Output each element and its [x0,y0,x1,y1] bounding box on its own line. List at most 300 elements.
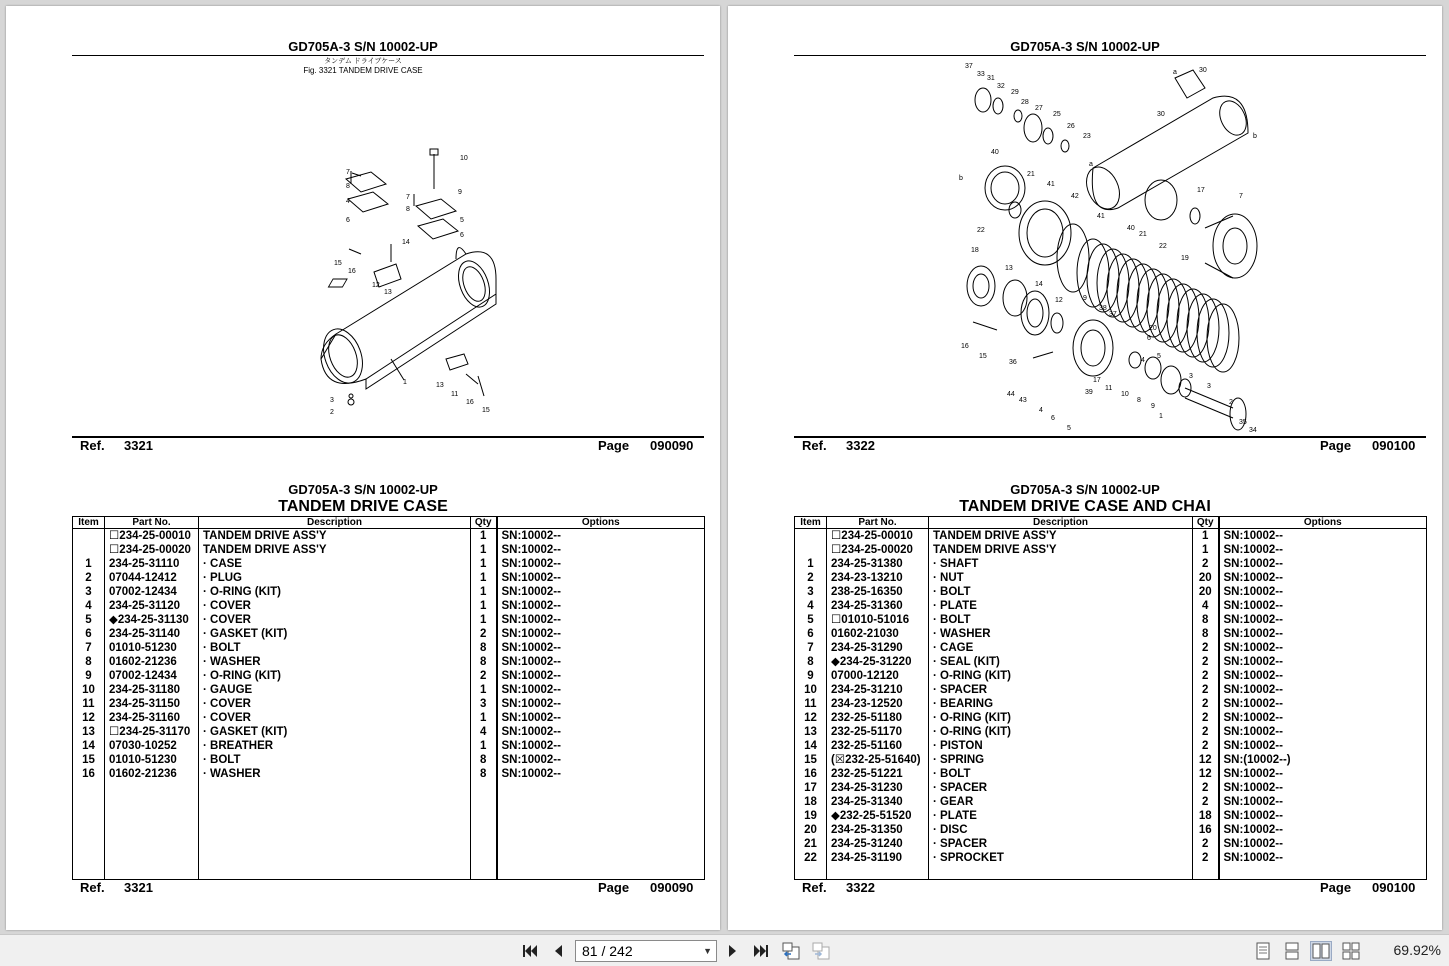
callout-15b: 15 [482,407,490,414]
cell-description: · BOLT [199,641,471,655]
table-filler-row [73,781,705,880]
table-row [73,613,705,627]
cell-item: 9 [795,669,827,683]
cell-options: SN:10002-- [1219,599,1427,613]
table-row [795,851,1427,865]
cell-options: SN:10002-- [1219,655,1427,669]
cell-part-no: 07044-12412 [105,571,199,585]
callout-3a: 3 [1189,373,1193,380]
callout-37b: 37 [1109,311,1117,318]
ref-row-top [80,438,700,454]
table-row [795,627,1427,641]
cell-qty: 1 [471,571,497,585]
cell-qty: 1 [471,683,497,697]
callout-19: 19 [1181,255,1189,262]
parts-list-model: GD705A-3 S/N 10002-UP [288,482,438,497]
page-number: 090100 [1372,880,1416,895]
cell-description: · BOLT [929,585,1193,599]
table-row [795,669,1427,683]
cell-description: · COVER [199,697,471,711]
cell-qty: 4 [1193,599,1219,613]
cell-part-no: (☒232-25-51640) [827,753,929,767]
table-row [795,599,1427,613]
filler-cell [471,781,497,880]
next-page-icon[interactable] [722,941,744,961]
callout-9b: 9 [1151,403,1155,410]
cell-item: 2 [795,571,827,585]
cell-qty: 2 [471,669,497,683]
page-model-title: GD705A-3 S/N 10002-UP [1010,39,1160,54]
cell-part-no: 01602-21236 [105,655,199,669]
cell-part-no: ☐234-25-00010 [827,529,929,544]
cell-options: SN:10002-- [497,627,705,641]
cell-description: · BEARING [929,697,1193,711]
filler-cell [105,781,199,880]
forward-view-icon[interactable] [810,941,832,961]
callout-1: 1 [1159,413,1163,420]
table-row [795,543,1427,557]
callout-29: 29 [1011,89,1019,96]
cell-description: · SPRING [929,753,1193,767]
table-row [73,627,705,641]
cell-description: · GAUGE [199,683,471,697]
callout-a1: a [1089,161,1093,168]
cell-part-no: ◆234-25-31220 [827,655,929,669]
callout-43: 43 [1019,397,1027,404]
callout-14: 14 [402,239,410,246]
cell-options: SN:10002-- [497,697,705,711]
cell-description: · COVER [199,613,471,627]
callout-5b: 5 [1067,425,1071,432]
cell-description: TANDEM DRIVE ASS'Y [199,543,471,557]
cell-options: SN:10002-- [1219,781,1427,795]
tandem-drive-case-diagram [306,144,506,424]
cell-qty: 16 [1193,823,1219,837]
cell-part-no: 234-25-31110 [105,557,199,571]
ref-row-top [802,438,1422,454]
callout-b1: b [1253,133,1257,140]
filler-cell [795,865,827,880]
cell-item: 9 [73,669,105,683]
cell-item: 10 [795,683,827,697]
cell-qty: 4 [471,725,497,739]
callout-6: 6 [346,217,350,224]
filler-cell [1193,865,1219,880]
cell-item: 4 [795,599,827,613]
cell-qty: 2 [471,627,497,641]
callout-10: 10 [1121,391,1129,398]
callout-40b: 40 [1127,225,1135,232]
ref-number: 3321 [124,880,153,895]
page-model-title: GD705A-3 S/N 10002-UP [288,39,438,54]
callout-b2: b [959,175,963,182]
cell-qty: 1 [471,613,497,627]
cell-options: SN:10002-- [497,571,705,585]
chevron-down-icon[interactable]: ▼ [703,946,712,956]
cell-part-no: 234-23-12520 [827,697,929,711]
cell-item: 4 [73,599,105,613]
callout-9: 9 [458,189,462,196]
parts-list-model: GD705A-3 S/N 10002-UP [1010,482,1160,497]
cell-options: SN:10002-- [497,557,705,571]
callout-16: 16 [348,268,356,275]
cell-qty: 12 [1193,767,1219,781]
cell-options: SN:10002-- [497,725,705,739]
callout-26: 26 [1067,123,1075,130]
callout-16b: 16 [466,399,474,406]
table-row [73,585,705,599]
cell-options: SN:10002-- [497,669,705,683]
cell-options: SN:10002-- [1219,739,1427,753]
cell-qty: 2 [1193,683,1219,697]
cell-item: 5 [73,613,105,627]
callout-8: 8 [1137,397,1141,404]
table-row [795,823,1427,837]
cell-options: SN:10002-- [497,641,705,655]
table-row [795,809,1427,823]
cell-item [73,543,105,557]
cell-options: SN:10002-- [1219,585,1427,599]
callout-2: 2 [330,409,334,416]
zoom-level[interactable]: 69.92% [1393,942,1441,958]
header-part-no: Part No. [827,517,929,529]
cell-item: 8 [795,655,827,669]
cell-description: · BREATHER [199,739,471,753]
callout-21a: 21 [1027,171,1035,178]
cell-qty: 20 [1193,585,1219,599]
cell-part-no: ☐01010-51016 [827,613,929,627]
cell-item: 6 [73,627,105,641]
cell-description: · SPACER [929,683,1193,697]
cell-item: 16 [73,767,105,781]
filler-cell [1219,865,1427,880]
callout-7b: 7 [406,194,410,201]
table-row [795,683,1427,697]
callout-a2: a [1173,69,1177,76]
two-page-continuous-icon[interactable] [1340,941,1362,961]
callout-8: 8 [346,183,350,190]
cell-part-no: 232-25-51180 [827,711,929,725]
callout-27: 27 [1035,105,1043,112]
cell-description: · GASKET (KIT) [199,725,471,739]
callout-40a: 40 [991,149,999,156]
cell-item: 14 [73,739,105,753]
callout-6b: 6 [460,232,464,239]
cell-description: · BOLT [929,613,1193,627]
table-row [795,725,1427,739]
callout-33: 33 [977,71,985,78]
cell-qty: 2 [1193,795,1219,809]
cell-part-no: 01602-21030 [827,627,929,641]
callout-41a: 41 [1047,181,1055,188]
cell-item: 1 [795,557,827,571]
callout-15: 15 [979,353,987,360]
callout-10: 10 [460,155,468,162]
table-row [73,683,705,697]
cell-part-no: 234-25-31290 [827,641,929,655]
cell-description: · SPACER [929,837,1193,851]
cell-qty: 2 [1193,739,1219,753]
figure-caption [6,56,720,75]
table-row [795,753,1427,767]
callout-18: 18 [971,247,979,254]
callout-39: 39 [1085,389,1093,396]
cell-options: SN:10002-- [1219,767,1427,781]
cell-part-no: ◆234-25-31130 [105,613,199,627]
cell-part-no: 234-25-31150 [105,697,199,711]
cell-item: 3 [73,585,105,599]
table-row [795,655,1427,669]
cell-item: 13 [795,725,827,739]
cell-qty: 2 [1193,557,1219,571]
cell-description: · SHAFT [929,557,1193,571]
cell-qty: 18 [1193,809,1219,823]
cell-description: · BOLT [199,753,471,767]
table-row [73,557,705,571]
cell-item: 19 [795,809,827,823]
cell-description: · O-RING (KIT) [199,585,471,599]
callout-8b: 8 [406,206,410,213]
table-row [795,781,1427,795]
callout-1: 1 [403,379,407,386]
header-item: Item [795,517,827,529]
table-row [73,767,705,781]
prev-page-icon[interactable] [547,941,569,961]
cell-qty: 1 [471,599,497,613]
callout-31: 31 [987,75,995,82]
cell-item: 10 [73,683,105,697]
cell-item: 13 [73,725,105,739]
callout-6a: 6 [1147,335,1151,342]
cell-description: · PLATE [929,599,1193,613]
callout-9a: 9 [1083,295,1087,302]
callout-38: 38 [1099,305,1107,312]
cell-description: · CASE [199,557,471,571]
parts-list-name: TANDEM DRIVE CASE AND CHAI [959,498,1211,515]
table-row [795,585,1427,599]
callout-3b: 3 [1207,383,1211,390]
header-part-no: Part No. [105,517,199,529]
cell-item: 7 [795,641,827,655]
cell-part-no: 01010-51230 [105,641,199,655]
cell-description: · SEAL (KIT) [929,655,1193,669]
table-row [73,655,705,669]
cell-qty: 1 [471,543,497,557]
callout-35: 35 [1239,419,1247,426]
cell-part-no: 234-25-31340 [827,795,929,809]
callout-20: 20 [1149,325,1157,332]
cell-part-no: 01010-51230 [105,753,199,767]
cell-part-no: 238-25-16350 [827,585,929,599]
cell-part-no: 232-25-51221 [827,767,929,781]
cell-qty: 1 [471,529,497,544]
page-right [728,6,1442,930]
cell-options: SN:10002-- [1219,711,1427,725]
continuous-icon[interactable] [1281,941,1303,961]
table-row [795,697,1427,711]
filler-cell [929,865,1193,880]
cell-item: 11 [795,697,827,711]
header-options: Options [497,517,705,529]
cell-qty: 3 [471,697,497,711]
cell-options: SN:10002-- [1219,823,1427,837]
table-row [73,711,705,725]
table-row [795,711,1427,725]
cell-options: SN:10002-- [497,711,705,725]
cell-options: SN:(10002--) [1219,753,1427,767]
callout-30b: 30 [1157,111,1165,118]
header-qty: Qty [471,517,497,529]
cell-description: TANDEM DRIVE ASS'Y [199,529,471,544]
cell-options: SN:10002-- [1219,697,1427,711]
page-label: Page [1320,438,1352,453]
cell-item: 16 [795,767,827,781]
back-view-icon[interactable] [780,941,802,961]
cell-description: · WASHER [199,767,471,781]
callout-4: 4 [346,198,350,205]
callout-42: 42 [1071,193,1079,200]
callout-7: 7 [346,169,350,176]
cell-item [795,543,827,557]
cell-part-no: 234-25-31230 [827,781,929,795]
cell-part-no: ☐234-25-00020 [827,543,929,557]
two-page-icon[interactable] [1310,941,1332,961]
cell-item [795,529,827,544]
ref-label: Ref. [802,438,827,453]
table-row [73,641,705,655]
callout-25: 25 [1053,111,1061,118]
table-filler-row [795,865,1427,880]
table-header-row [73,517,705,529]
callout-14: 14 [1035,281,1043,288]
callout-21b: 21 [1139,231,1147,238]
page-label: Page [598,438,630,453]
cell-options: SN:10002-- [1219,571,1427,585]
callout-23: 23 [1083,133,1091,140]
cell-part-no: 234-25-31240 [827,837,929,851]
cell-item: 12 [73,711,105,725]
table-row [795,641,1427,655]
cell-description: · NUT [929,571,1193,585]
cell-description: · PLUG [199,571,471,585]
cell-options: SN:10002-- [1219,837,1427,851]
cell-description: · O-RING (KIT) [199,669,471,683]
cell-qty: 2 [1193,655,1219,669]
cell-description: · BOLT [929,767,1193,781]
cell-part-no: 232-25-51160 [827,739,929,753]
cell-part-no: 234-23-13210 [827,571,929,585]
cell-item: 14 [795,739,827,753]
callout-44: 44 [1007,391,1015,398]
cell-qty: 8 [471,753,497,767]
cell-item: 15 [73,753,105,767]
cell-description: · COVER [199,711,471,725]
page-indicator: 81 / 242 [582,943,633,959]
cell-item: 1 [73,557,105,571]
cell-qty: 2 [1193,641,1219,655]
table-row [795,571,1427,585]
callout-32: 32 [997,83,1005,90]
first-page-icon[interactable] [519,941,541,961]
cell-part-no: ☐234-25-00010 [105,529,199,544]
cell-part-no: 232-25-51170 [827,725,929,739]
callout-11: 11 [451,391,459,398]
page-number: 090090 [650,438,694,453]
figure-caption-en: Fig. 3321 TANDEM DRIVE CASE [303,66,423,75]
table-row [795,557,1427,571]
cell-qty: 1 [471,585,497,599]
filler-cell [73,781,105,880]
cell-item: 18 [795,795,827,809]
ref-row-bottom [802,880,1422,896]
callout-4a: 4 [1141,357,1145,364]
ref-number: 3322 [846,438,875,453]
cell-part-no: 07002-12434 [105,585,199,599]
cell-item: 7 [73,641,105,655]
cell-part-no: ☐234-25-31170 [105,725,199,739]
cell-item: 17 [795,781,827,795]
cell-description: · O-RING (KIT) [929,725,1193,739]
cell-options: SN:10002-- [1219,613,1427,627]
page-number: 090090 [650,880,694,895]
cell-part-no: ☐234-25-00020 [105,543,199,557]
callout-13: 13 [1005,265,1013,272]
cell-options: SN:10002-- [1219,809,1427,823]
cell-item: 3 [795,585,827,599]
last-page-icon[interactable] [750,941,772,961]
callout-6b: 6 [1051,415,1055,422]
parts-list-name: TANDEM DRIVE CASE [278,498,448,515]
cell-description: TANDEM DRIVE ASS'Y [929,529,1193,544]
callout-41b: 41 [1097,213,1105,220]
callout-17a: 17 [1197,187,1205,194]
cell-item: 12 [795,711,827,725]
callout-5a: 5 [1157,353,1161,360]
callout-13b: 13 [436,382,444,389]
callout-4b: 4 [1039,407,1043,414]
cell-item: 15 [795,753,827,767]
callout-11: 11 [1105,385,1113,392]
cell-qty: 2 [1193,711,1219,725]
cell-description: · PLATE [929,809,1193,823]
cell-qty: 2 [1193,837,1219,851]
callout-12: 12 [372,282,380,289]
page-label: Page [1320,880,1352,895]
cell-part-no: 234-25-31160 [105,711,199,725]
callout-5: 5 [460,217,464,224]
cell-qty: 20 [1193,571,1219,585]
cell-qty: 2 [1193,851,1219,865]
page-number-input[interactable] [575,940,717,962]
cell-qty: 8 [471,655,497,669]
cell-description: · PISTON [929,739,1193,753]
cell-part-no: 07000-12120 [827,669,929,683]
table-row [73,571,705,585]
cell-description: TANDEM DRIVE ASS'Y [929,543,1193,557]
cell-part-no: 234-25-31180 [105,683,199,697]
header-qty: Qty [1193,517,1219,529]
cell-part-no: 234-25-31190 [827,851,929,865]
cell-options: SN:10002-- [1219,529,1427,544]
parts-list-title [728,482,1442,516]
ref-label: Ref. [80,880,105,895]
callout-3: 3 [330,397,334,404]
cell-options: SN:10002-- [1219,725,1427,739]
single-page-icon[interactable] [1252,941,1274,961]
filler-cell [497,781,705,880]
callout-22a: 22 [977,227,985,234]
cell-options: SN:10002-- [497,683,705,697]
